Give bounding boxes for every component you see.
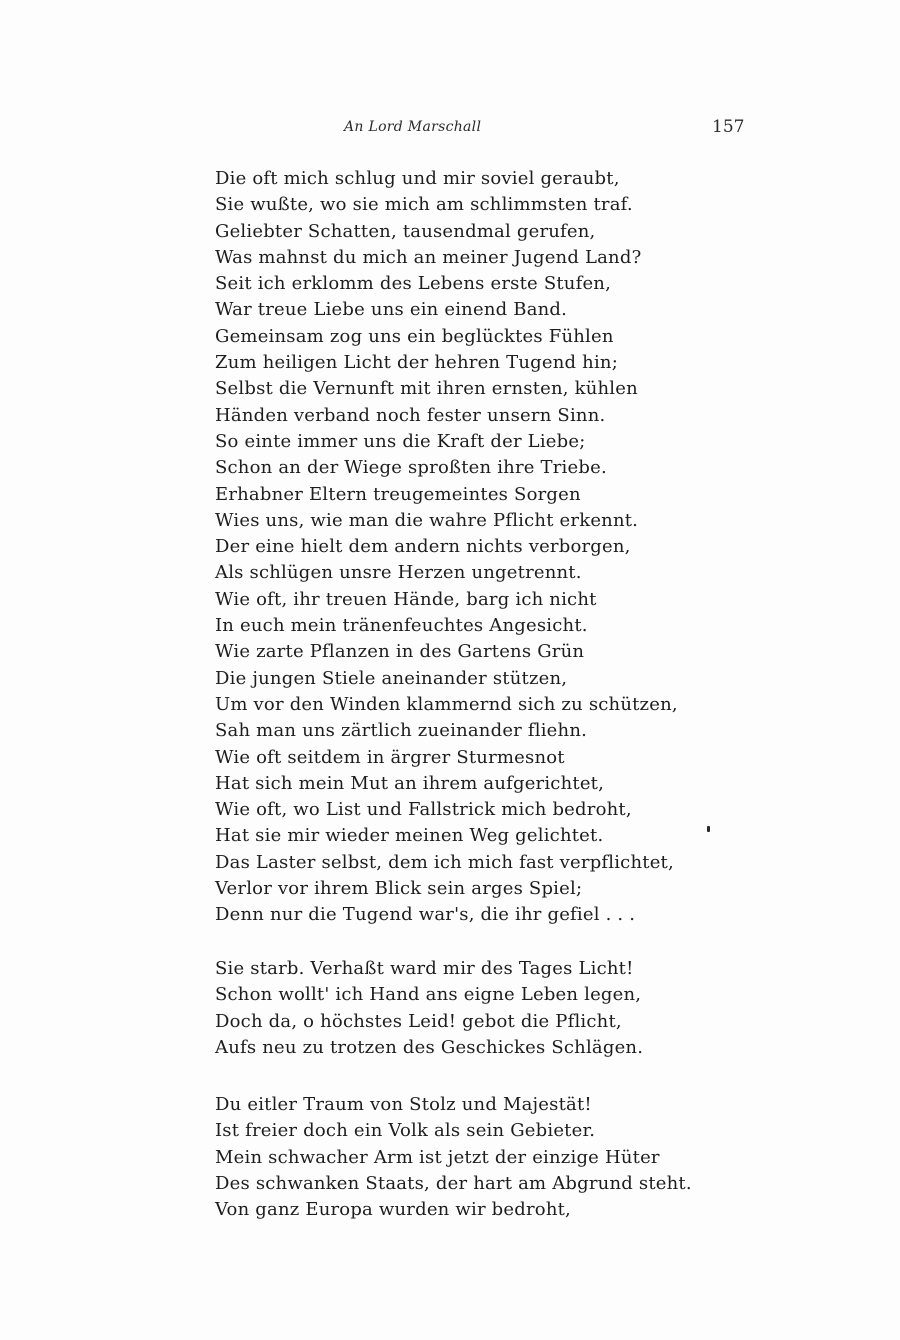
poem-line: Wie oft seitdem in ärgrer Sturmesnot — [215, 746, 565, 768]
poem-line: Gemeinsam zog uns ein beglücktes Fühlen — [215, 325, 614, 347]
poem-line: Schon an der Wiege sproßten ihre Triebe. — [215, 457, 607, 479]
poem-line: Mein schwacher Arm ist jetzt der einzige Hüter — [215, 1146, 660, 1168]
poem-line: Wie zarte Pflanzen in des Gartens Grün — [215, 641, 585, 663]
poem-line: Zum heiligen Licht der hehren Tugend hin; — [215, 352, 618, 374]
poem-line: So einte immer uns die Kraft der Liebe; — [215, 430, 586, 452]
poem-line: Seit ich erklomm des Lebens erste Stufen, — [215, 273, 612, 295]
poem-line: Aufs neu zu trotzen des Geschickes Schlägen. — [215, 1036, 644, 1058]
ink-speck — [707, 826, 710, 832]
poem-line: Sie wußte, wo sie mich am schlimmsten traf. — [215, 194, 633, 216]
poem-line: Wie oft, ihr treuen Hände, barg ich nicht — [215, 588, 597, 610]
poem-line: Erhabner Eltern treugemeintes Sorgen — [215, 483, 581, 505]
poem-line: Denn nur die Tugend war's, die ihr gefiel . . . — [215, 904, 636, 926]
running-title: An Lord Marschall — [344, 119, 482, 135]
poem-line: Hat sich mein Mut an ihrem aufgerichtet, — [215, 772, 605, 794]
poem-line: Die jungen Stiele aneinander stützen, — [215, 667, 568, 689]
poem-line: Wies uns, wie man die wahre Pflicht erkennt. — [215, 509, 639, 531]
poem-line: Der eine hielt dem andern nichts verborgen, — [215, 536, 631, 558]
poem-line: Verlor vor ihrem Blick sein arges Spiel; — [215, 878, 583, 900]
poem-line: Des schwanken Staats, der hart am Abgrund steht. — [215, 1172, 692, 1194]
poem-line: Als schlügen unsre Herzen ungetrennt. — [215, 562, 582, 584]
poem-line: Doch da, o höchstes Leid! gebot die Pflicht, — [215, 1010, 622, 1032]
stanza-1 — [215, 166, 685, 929]
poem-line: Selbst die Vernunft mit ihren ernsten, kühlen — [215, 378, 638, 400]
poem-line: Händen verband noch fester unsern Sinn. — [215, 404, 606, 426]
stanza-2 — [215, 956, 685, 1061]
poem-line: Hat sie mir wieder meinen Weg gelichtet. — [215, 825, 604, 847]
poem-line: Von ganz Europa wurden wir bedroht, — [215, 1199, 571, 1221]
poem-line: Ist freier doch ein Volk als sein Gebieter. — [215, 1120, 596, 1142]
stanza-3 — [215, 1092, 692, 1223]
poem-line: Du eitler Traum von Stolz und Majestät! — [215, 1094, 592, 1115]
poem-line: Sie starb. Verhaßt ward mir des Tages Licht! — [215, 958, 634, 979]
page-number: 157 — [712, 117, 745, 137]
poem-line: War treue Liebe uns ein einend Band. — [215, 299, 568, 321]
poem-line: In euch mein tränenfeuchtes Angesicht. — [215, 615, 588, 637]
poem-line: Schon wollt' ich Hand ans eigne Leben legen, — [215, 984, 642, 1006]
poem-line: Das Laster selbst, dem ich mich fast verpflichtet, — [215, 851, 674, 873]
poem-line: Geliebter Schatten, tausendmal gerufen, — [215, 220, 596, 242]
poem-line: Was mahnst du mich an meiner Jugend Land? — [215, 246, 642, 268]
poem-line: Sah man uns zärtlich zueinander fliehn. — [215, 720, 588, 742]
poem-line: Um vor den Winden klammernd sich zu schützen, — [215, 693, 678, 715]
poem-line: Wie oft, wo List und Fallstrick mich bedroht, — [215, 799, 632, 821]
poem-line: Die oft mich schlug und mir soviel geraubt, — [215, 168, 620, 189]
